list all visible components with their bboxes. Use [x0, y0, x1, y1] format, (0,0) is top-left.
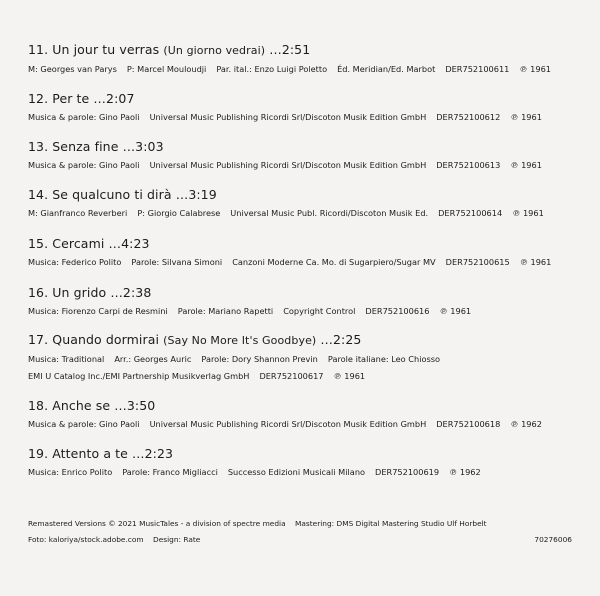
track-credits — [28, 306, 588, 317]
credit-item: DER752100617 — [259, 371, 324, 381]
track-credits — [28, 160, 588, 171]
track-credits — [28, 208, 588, 219]
track-subtitle: (Un giorno vedrai) — [163, 44, 266, 57]
track-title: 18. Anche se — [28, 398, 111, 413]
credit-item: Musica & parole: Gino Paoli — [28, 160, 140, 170]
track-title: 17. Quando dormirai — [28, 332, 160, 347]
credit-item: Éd. Meridian/Ed. Marbot — [337, 64, 436, 74]
credit-item: Musica: Enrico Polito — [28, 467, 113, 477]
track-entry — [28, 446, 588, 478]
credit-item: DER752100618 — [436, 419, 501, 429]
track-title-line — [28, 42, 588, 59]
credit-item: ℗ 1962 — [449, 467, 481, 477]
track-title-line — [28, 446, 588, 462]
track-title: 12. Per te — [28, 91, 90, 106]
track-credits — [28, 467, 588, 478]
track-title: 14. Se qualcuno ti dirà — [28, 187, 172, 202]
track-entry — [28, 187, 588, 219]
track-credits — [28, 354, 588, 365]
credit-item: Parole: Mariano Rapetti — [177, 306, 274, 316]
track-entry — [28, 42, 588, 75]
track-duration: …2:07 — [93, 91, 135, 106]
credit-item: Universal Music Publ. Ricordi/Discoton Musik Ed. — [230, 208, 429, 218]
track-title-line — [28, 187, 588, 203]
track-credits — [28, 257, 588, 268]
track-duration: …3:03 — [122, 139, 164, 154]
track-subtitle: (Say No More It's Goodbye) — [163, 334, 317, 347]
track-credits — [28, 112, 588, 123]
track-duration: …3:50 — [114, 398, 156, 413]
design-credit: Design: Rate — [153, 535, 201, 544]
credit-item: Successo Edizioni Musicali Milano — [227, 467, 366, 477]
credit-item: ℗ 1961 — [510, 112, 542, 122]
credit-item: Musica: Federico Polito — [28, 257, 122, 267]
credit-item: P: Giorgio Calabrese — [137, 208, 221, 218]
track-duration: …4:23 — [108, 236, 150, 251]
credit-item: DER752100616 — [365, 306, 430, 316]
credit-item: ℗ 1961 — [512, 208, 544, 218]
credit-item: Parole: Silvana Simoni — [131, 257, 223, 267]
credit-item: Arr.: Georges Auric — [114, 354, 192, 364]
credit-item: M: Georges van Parys — [28, 64, 117, 74]
credit-item: ℗ 1961 — [333, 371, 366, 381]
credit-item: DER752100619 — [375, 467, 440, 477]
credit-item: DER752100611 — [445, 64, 510, 74]
track-entry — [28, 91, 588, 123]
track-entry — [28, 398, 588, 430]
credit-item: Musica & parole: Gino Paoli — [28, 112, 140, 122]
track-duration: …3:19 — [175, 187, 217, 202]
credit-item: Parole italiane: Leo Chiosso — [327, 354, 441, 364]
track-credits — [28, 419, 588, 430]
track-duration: …2:51 — [269, 42, 311, 57]
credit-item: DER752100615 — [445, 257, 510, 267]
credit-item: Musica & parole: Gino Paoli — [28, 419, 140, 429]
credit-item: Musica: Traditional — [28, 354, 105, 364]
track-title-line — [28, 332, 588, 349]
track-duration: …2:38 — [110, 285, 152, 300]
mastering-credit: Mastering: DMS Digital Mastering Studio Ulf Horbelt — [295, 519, 487, 528]
footer-line-2 — [28, 535, 572, 545]
credit-item: ℗ 1961 — [510, 160, 542, 170]
credit-item: DER752100612 — [436, 112, 501, 122]
credit-item: Par. ital.: Enzo Luigi Poletto — [216, 64, 328, 74]
track-title-line — [28, 398, 588, 414]
credit-item: ℗ 1962 — [510, 419, 542, 429]
credit-item: M: Gianfranco Reverberi — [28, 208, 128, 218]
track-entry — [28, 332, 588, 382]
credit-item: P: Marcel Mouloudji — [126, 64, 207, 74]
track-entry — [28, 285, 588, 317]
credit-item: Universal Music Publishing Ricordi Srl/Discoton Musik Edition GmbH — [149, 419, 427, 429]
track-title-line — [28, 285, 588, 301]
track-title: 11. Un jour tu verras — [28, 42, 160, 57]
credit-item: Canzoni Moderne Ca. Mo. di Sugarpiero/Sugar MV — [232, 257, 436, 267]
credit-item: Parole: Dory Shannon Previn — [201, 354, 318, 364]
credit-item: EMI U Catalog Inc./EMI Partnership Musikverlag GmbH — [28, 371, 250, 381]
track-duration: …2:25 — [320, 332, 362, 347]
track-credits — [28, 371, 588, 382]
track-duration: …2:23 — [132, 446, 174, 461]
track-title-line — [28, 236, 588, 252]
remastered-credit: Remastered Versions © 2021 MusicTales - a division of spectre media — [28, 519, 286, 528]
track-title: 19. Attento a te — [28, 446, 128, 461]
credit-item: Universal Music Publishing Ricordi Srl/Discoton Musik Edition GmbH — [149, 160, 427, 170]
track-title-line — [28, 91, 588, 107]
track-entry — [28, 139, 588, 171]
credit-item: ℗ 1961 — [439, 306, 472, 316]
photo-credit: Foto: kaloriya/stock.adobe.com — [28, 535, 144, 544]
catalog-number: 70276006 — [534, 535, 572, 544]
track-title-line — [28, 139, 588, 155]
track-credits — [28, 64, 588, 75]
track-title: 16. Un grido — [28, 285, 107, 300]
credit-item: DER752100614 — [438, 208, 503, 218]
credit-item: ℗ 1961 — [519, 64, 552, 74]
credit-item: Universal Music Publishing Ricordi Srl/Discoton Musik Edition GmbH — [149, 112, 427, 122]
track-entry — [28, 236, 588, 268]
credit-item: ℗ 1961 — [519, 257, 552, 267]
track-title: 15. Cercami — [28, 236, 105, 251]
credit-item: Copyright Control — [283, 306, 356, 316]
credit-item: Musica: Fiorenzo Carpi de Resmini — [28, 306, 168, 316]
credit-item: Parole: Franco Migliacci — [122, 467, 218, 477]
credit-item: DER752100613 — [436, 160, 501, 170]
footer-line-1 — [28, 519, 572, 529]
track-title: 13. Senza fine — [28, 139, 119, 154]
